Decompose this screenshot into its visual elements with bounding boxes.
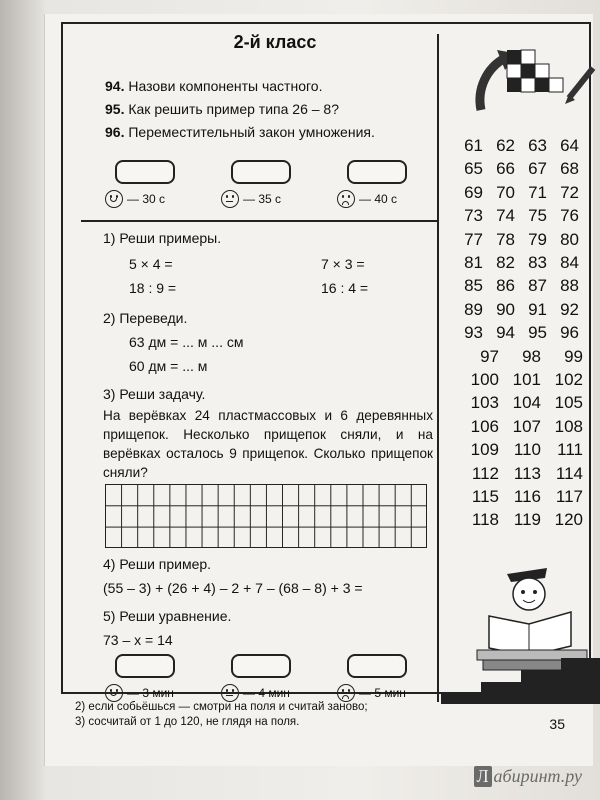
- number-cell: 82: [496, 253, 515, 272]
- number-cell: 114: [555, 463, 583, 483]
- number-cell: 67: [528, 159, 547, 179]
- number-cell: 110: [513, 440, 541, 460]
- number-cell: 69: [464, 182, 483, 202]
- divider: [81, 220, 439, 222]
- number-cell: 91: [528, 299, 547, 319]
- question-95: 95. Как решить пример типа 26 – 8?: [105, 101, 340, 117]
- number-cell: 75: [528, 206, 547, 226]
- task2-b: 60 дм = ... м: [129, 358, 208, 374]
- number-cell: 90: [496, 299, 515, 319]
- number-cell: 117: [555, 487, 583, 506]
- number-cell: 78: [496, 229, 515, 249]
- task1-c: 18 : 9 =: [129, 280, 177, 296]
- task3-text: На верёвках 24 пластмассовых и 6 деревянных прищепок. Несколько прищепок сняли, и на верёвках осталось 9 прищепок. Сколько прищепок сняли?: [103, 408, 433, 480]
- timer-top-2: — 35 с: [221, 160, 293, 208]
- number-cell: 109: [470, 440, 499, 460]
- question-94: 94. Назови компоненты частного.: [105, 78, 323, 94]
- number-cell: 103: [470, 393, 499, 413]
- task5-eq: 73 – x = 14: [103, 632, 173, 648]
- number-cell: 73: [464, 206, 483, 226]
- number-cell: 115: [471, 487, 499, 506]
- number-cell: 116: [513, 487, 541, 506]
- page-border: [61, 22, 591, 700]
- sad-face-icon: [337, 190, 355, 208]
- task2-title: 2) Переведи.: [103, 310, 188, 326]
- number-cell: 106: [470, 416, 499, 436]
- number-cell: 66: [496, 159, 515, 179]
- number-cell: 97: [480, 346, 499, 366]
- number-cell: 61: [464, 136, 483, 155]
- number-cell: 119: [513, 510, 541, 530]
- number-cell: 62: [496, 136, 515, 155]
- task3-title: 3) Реши задачу.: [103, 386, 206, 402]
- answer-box: [347, 160, 407, 184]
- number-cell: 93: [464, 323, 483, 343]
- footnotes: [75, 700, 368, 730]
- number-cell: 104: [512, 393, 541, 413]
- answer-grid: [105, 484, 427, 548]
- task1-b: 7 × 3 =: [321, 256, 365, 272]
- page-title: 2-й класс: [233, 32, 317, 52]
- number-cell: 100: [470, 370, 499, 389]
- number-cell: 89: [464, 299, 483, 319]
- timer-bottom-1: — 3 мин: [105, 654, 177, 702]
- number-cell: 81: [464, 253, 483, 272]
- task1-a: 5 × 4 =: [129, 256, 173, 272]
- number-cell: 63: [528, 136, 547, 155]
- task1-title: 1) Реши примеры.: [103, 230, 222, 246]
- left-column: [81, 34, 439, 702]
- number-cell: 118: [471, 510, 499, 530]
- footnote-1: 2) если собьёшься — смотри на поля и считай заново;: [75, 701, 368, 713]
- number-cell: 102: [554, 370, 583, 389]
- number-cell: 65: [464, 159, 483, 179]
- staircase-decoration: [441, 652, 600, 704]
- number-cell: 83: [528, 253, 547, 272]
- number-cell: 88: [560, 276, 579, 296]
- number-cell: 96: [560, 323, 579, 343]
- smile-face-icon: [105, 190, 123, 208]
- labirint-watermark: Л абиринт.ру: [474, 766, 582, 787]
- number-cell: 113: [513, 463, 541, 483]
- staircase-logo-icon: [461, 40, 600, 126]
- number-cell: 70: [496, 182, 515, 202]
- book-spine: [0, 0, 44, 800]
- number-cell: 64: [560, 136, 579, 155]
- answer-box: [231, 654, 291, 678]
- task2-a: 63 дм = ... м ... см: [129, 334, 244, 350]
- number-cell: 105: [554, 393, 583, 413]
- number-cell: 111: [557, 440, 583, 460]
- answer-box: [347, 654, 407, 678]
- number-cell: 80: [560, 229, 579, 249]
- number-cell: 79: [528, 229, 547, 249]
- timer-bottom-2: — 4 мин: [221, 654, 293, 702]
- number-cell: 77: [464, 229, 483, 249]
- page-number: 35: [549, 716, 565, 732]
- footnote-2: 3) сосчитай от 1 до 120, не глядя на поля.: [75, 716, 300, 728]
- number-cell: 84: [560, 253, 579, 272]
- number-cell: 72: [560, 182, 579, 202]
- number-cell: 95: [528, 323, 547, 343]
- number-cell: 92: [560, 299, 579, 319]
- number-cell: 74: [496, 206, 515, 226]
- timer-top-1: — 30 с: [105, 160, 177, 208]
- number-cell: 87: [528, 276, 547, 296]
- number-cell: 99: [564, 346, 583, 366]
- answer-box: [231, 160, 291, 184]
- number-cell: 107: [512, 416, 541, 436]
- question-96: 96. Переместительный закон умножения.: [105, 124, 375, 140]
- number-cell: 86: [496, 276, 515, 296]
- number-cell: 85: [464, 276, 483, 296]
- number-cell: 94: [496, 323, 515, 343]
- number-cell: 98: [522, 346, 541, 366]
- answer-box: [115, 654, 175, 678]
- number-cell: 101: [512, 370, 541, 389]
- timer-bottom-3: — 5 мин: [337, 654, 409, 702]
- number-cell: 68: [560, 159, 579, 179]
- task1-d: 16 : 4 =: [321, 280, 369, 296]
- timer-top-3: — 40 с: [337, 160, 409, 208]
- number-cell: 120: [554, 510, 583, 530]
- number-column: [437, 34, 600, 702]
- number-cell: 71: [528, 182, 547, 202]
- task4-title: 4) Реши пример.: [103, 556, 212, 572]
- task5-title: 5) Реши уравнение.: [103, 608, 232, 624]
- number-cell: 112: [471, 463, 499, 483]
- number-cell: 76: [560, 206, 579, 226]
- number-cell: 108: [554, 416, 583, 436]
- workbook-page: [44, 14, 593, 766]
- neutral-face-icon: [221, 190, 239, 208]
- task4-expr: (55 – 3) + (26 + 4) – 2 + 7 – (68 – 8) + 3 =: [103, 580, 363, 596]
- answer-box: [115, 160, 175, 184]
